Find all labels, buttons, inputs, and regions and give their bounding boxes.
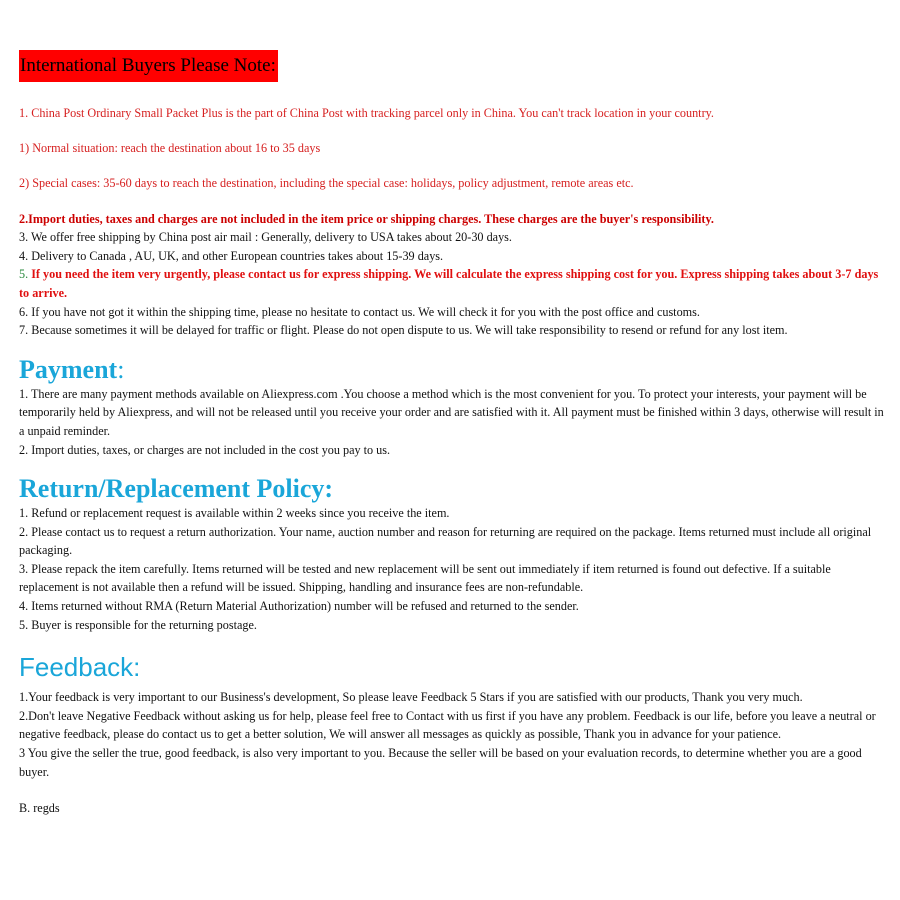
signoff: B. regds xyxy=(19,801,60,816)
return-policy-item: 4. Items returned without RMA (Return Material Authorization) number will be refused and returned to the sender. xyxy=(19,599,579,614)
not-received-note: 6. If you have not got it within the shipping time, please no hesitate to contact us. We will check it for you with the post office and customs. xyxy=(19,304,700,319)
free-shipping-note: 3. We offer free shipping by China post air mail : Generally, delivery to USA takes about 20-30 days. xyxy=(19,230,512,245)
feedback-heading: Feedback: xyxy=(19,652,141,683)
international-buyers-banner: International Buyers Please Note: xyxy=(19,50,278,82)
special-cases-note: 2) Special cases: 35-60 days to reach the destination, including the special case: holidays, policy adjustment, remote areas etc. xyxy=(19,176,634,191)
return-policy-heading: Return/Replacement Policy: xyxy=(19,474,334,504)
feedback-item: 2.Don't leave Negative Feedback without asking us for help, please feel free to Contact with us first if you have any problem. Feedback is our life, before you leave a neutral or negative feedback, please do contact us to get a better solution, We will answer all messages as quickly as possible, Thank you in advance for your patience. xyxy=(19,708,876,742)
express-shipping-note xyxy=(19,265,885,302)
return-policy-item: 5. Buyer is responsible for the returning postage. xyxy=(19,617,257,632)
feedback-item: 1.Your feedback is very important to our Business's development, So please leave Feedback 5 Stars if you are satisfied with our products, Thank you very much. xyxy=(19,690,803,705)
listing-notes-page xyxy=(19,50,885,818)
express-number: 5. xyxy=(19,267,29,282)
feedback-item: 3 You give the seller the true, good feedback, is also very important to you. Because the seller will be based on your evaluation records, to determine whether you are a good buyer. xyxy=(19,746,862,779)
return-policy-item: 1. Refund or replacement request is available within 2 weeks since you receive the item. xyxy=(19,506,450,521)
payment-item: 2. Import duties, taxes, or charges are not included in the cost you pay to us. xyxy=(19,442,391,457)
payment-heading-text: Payment xyxy=(19,354,118,384)
delivery-canada-note: 4. Delivery to Canada , AU, UK, and other European countries takes about 15-39 days. xyxy=(19,248,444,263)
delayed-note: 7. Because sometimes it will be delayed for traffic or flight. Please do not open dispute to us. We will take responsibility to resend or refund for any lost item. xyxy=(19,323,788,338)
import-duties-note: 2.Import duties, taxes and charges are not included in the item price or shipping charges. These charges are the buyer's responsibility. xyxy=(19,211,714,226)
return-policy-item: 3. Please repack the item carefully. Items returned will be tested and new replacement will be sent out immediately if item returned is found out defective. If a suitable replacement is not available then a refund will be issued. Shipping, handling and insurance fees are non-refundable. xyxy=(19,561,831,595)
express-text: If you need the item very urgently, please contact us for express shipping. We will calculate the express shipping cost for you. Express shipping takes about 3-7 days to arrive. xyxy=(19,267,879,300)
return-policy-item: 2. Please contact us to request a return authorization. Your name, auction number and reason for returning are required on the package. Items returned must include all original packaging. xyxy=(19,524,872,558)
china-post-tracking-note: 1. China Post Ordinary Small Packet Plus is the part of China Post with tracking parcel only in China. You can't track location in your country. xyxy=(19,106,714,120)
payment-heading xyxy=(19,355,885,385)
payment-heading-colon: : xyxy=(117,354,125,384)
payment-item: 1. There are many payment methods available on Aliexpress.com .You choose a method which is the most convenient for you. To protect your interests, your payment will be temporarily held by Aliexpress, and will not be released until you receive your order and are satisfied with it. All payment must be finished within 3 days, otherwise will result in a unpaid reminder. xyxy=(19,386,884,438)
normal-situation-note: 1) Normal situation: reach the destination about 16 to 35 days xyxy=(19,141,321,156)
